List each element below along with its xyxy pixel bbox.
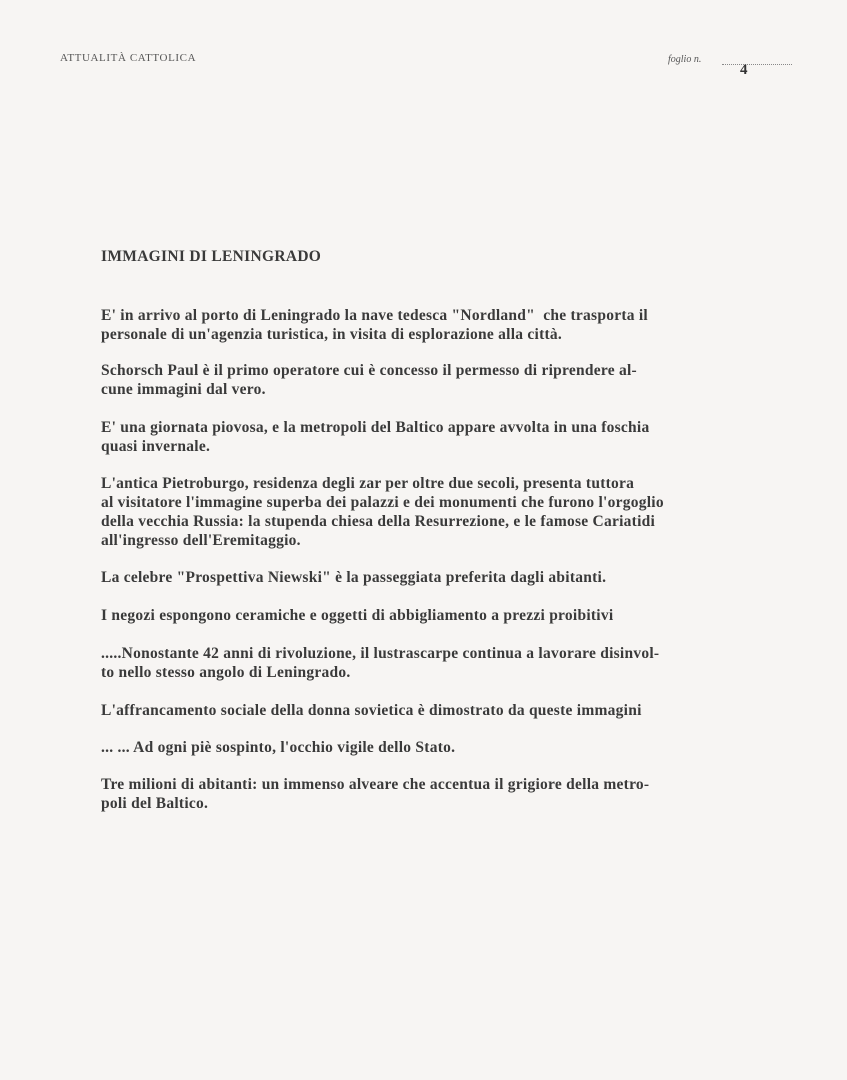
paragraph-line: I negozi espongono ceramiche e oggetti di abbigliamento a prezzi proibitivi (101, 607, 614, 624)
paragraph-line: .....Nonostante 42 anni di rivoluzione, il lustrascarpe continua a lavorare disinvol- (101, 645, 660, 662)
paragraph (101, 306, 648, 344)
paragraph-line: all'ingresso dell'Eremitaggio. (101, 532, 301, 549)
paragraph-line: to nello stesso angolo di Leningrado. (101, 664, 351, 681)
paragraph (101, 775, 649, 813)
paragraph-line: ... ... Ad ogni piè sospinto, l'occhio vigile dello Stato. (101, 739, 456, 756)
paragraph-line: della vecchia Russia: la stupenda chiesa della Resurrezione, e le famose Cariatidi (101, 513, 656, 530)
paragraph-line: E' in arrivo al porto di Leningrado la nave tedesca "Nordland" che trasporta il (101, 307, 648, 324)
paragraph-line: poli del Baltico. (101, 795, 209, 812)
paragraph-line: al visitatore l'immagine superba dei palazzi e dei monumenti che furono l'orgoglio (101, 494, 664, 511)
paragraph (101, 738, 455, 757)
paragraph (101, 361, 637, 399)
paragraph (101, 418, 649, 456)
paragraph-line: L'antica Pietroburgo, residenza degli zar per oltre due secoli, presenta tuttora (101, 475, 635, 492)
paragraph (101, 606, 613, 625)
document-title: IMMAGINI DI LENINGRADO (101, 248, 322, 265)
paragraph-line: personale di un'agenzia turistica, in visita di esplorazione alla città. (101, 326, 563, 343)
paragraph-line: Schorsch Paul è il primo operatore cui è concesso il permesso di riprendere al- (101, 362, 637, 379)
sheet-number: 4 (740, 62, 748, 78)
paragraph-line: L'affrancamento sociale della donna sovietica è dimostrato da queste immagini (101, 702, 642, 719)
sheet-number-line (722, 64, 792, 65)
paragraph (101, 701, 642, 720)
paragraph-line: E' una giornata piovosa, e la metropoli del Baltico appare avvolta in una foschia (101, 419, 650, 436)
paragraph-line: Tre milioni di abitanti: un immenso alveare che accentua il grigiore della metro- (101, 776, 650, 793)
paragraph (101, 644, 659, 682)
publication-name: ATTUALITÀ CATTOLICA (60, 52, 197, 64)
paragraph (101, 474, 664, 550)
paragraph-line: quasi invernale. (101, 438, 211, 455)
paragraph-line: La celebre "Prospettiva Niewski" è la passeggiata preferita dagli abitanti. (101, 569, 607, 586)
paragraph-line: cune immagini dal vero. (101, 381, 266, 398)
sheet-label: foglio n. (668, 54, 702, 65)
paragraph (101, 568, 606, 587)
